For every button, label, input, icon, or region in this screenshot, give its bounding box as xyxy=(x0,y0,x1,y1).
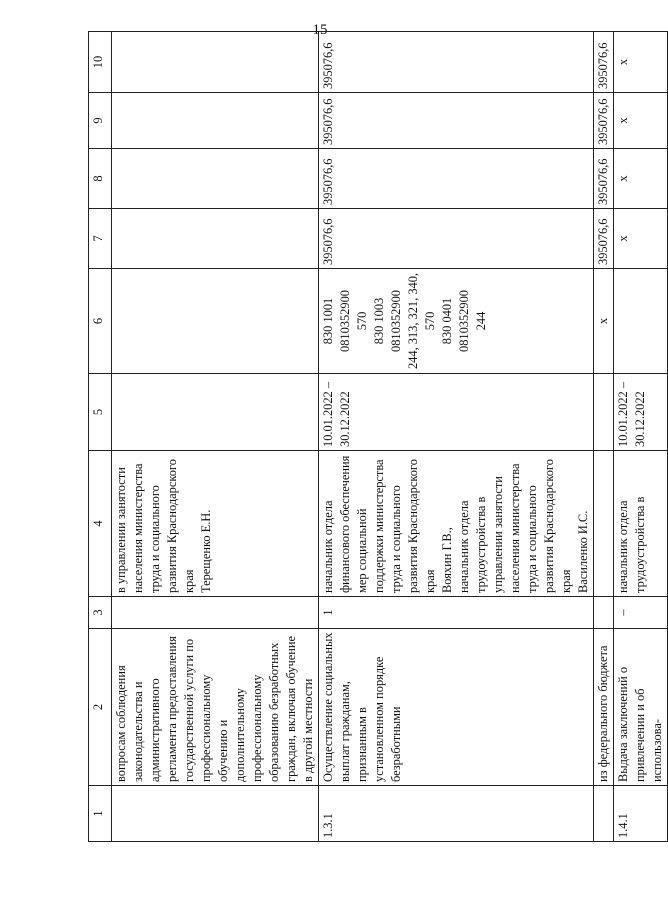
header-row xyxy=(89,32,112,842)
header-cell: 9 xyxy=(89,93,112,149)
table-row xyxy=(594,32,614,842)
cell-amount: x xyxy=(614,149,668,209)
budget-table xyxy=(88,31,668,842)
cell-activity: Выдача заключений о привлечении и об использова- xyxy=(614,629,668,786)
cell-col3: 1 xyxy=(319,597,594,629)
cell-responsible: начальник отдела трудоустройства в xyxy=(614,451,668,597)
cell-amount: 395076,6 xyxy=(319,93,594,149)
cell-amount: 395076,6 xyxy=(319,209,594,269)
header-cell: 5 xyxy=(89,374,112,451)
header-cell: 10 xyxy=(89,32,112,93)
cell-amount: 395076,6 xyxy=(594,149,614,209)
cell-activity: Осуществление социальных выплат гражданам, признанным в установленном порядке безработными xyxy=(319,629,594,786)
cell-period: 10.01.2022 – 30.12.2022 xyxy=(614,374,668,451)
cell-amount: 395076,6 xyxy=(594,32,614,93)
cell-period xyxy=(112,374,319,451)
cell-col3: – xyxy=(614,597,668,629)
page-number: 15 xyxy=(312,22,328,38)
cell-amount: x xyxy=(614,209,668,269)
cell-number xyxy=(594,786,614,842)
header-cell: 3 xyxy=(89,597,112,629)
header-cell: 2 xyxy=(89,629,112,786)
cell-amount xyxy=(112,93,319,149)
cell-responsible: в управлении занятости населения министерства труда и социального развития Краснодарского края Терещенко Е.Н. xyxy=(112,451,319,597)
cell-budget-code: x xyxy=(594,269,614,374)
cell-responsible: начальник отдела финансового обеспечения мер социальной поддержки министерства труда и социального развития Краснодарского края Вояхин Г.В., начальник отдела трудоустройства в управлении занятости населения министерства труда и социального развития Краснодарского края Василенко И.С. xyxy=(319,451,594,597)
cell-budget-code: 830 1001 0810352900 570 830 1003 0810352900 244, 313, 321, 340, 570 830 0401 0810352900 244 xyxy=(319,269,594,374)
cell-amount: 395076,6 xyxy=(594,93,614,149)
cell-amount xyxy=(112,32,319,93)
cell-number: 1.4.1 xyxy=(614,786,668,842)
cell-responsible xyxy=(594,451,614,597)
table-row xyxy=(614,32,668,842)
cell-period xyxy=(594,374,614,451)
cell-col3 xyxy=(112,597,319,629)
table-row xyxy=(112,32,319,842)
cell-amount: x xyxy=(614,32,668,93)
header-cell: 4 xyxy=(89,451,112,597)
header-cell: 8 xyxy=(89,149,112,209)
cell-activity: вопросам соблюдения законодательства и административного регламента предоставления государственной услуги по профессиональному обучению и дополнительному профессиональному образованию безработных граждан, включая обучение в другой местности xyxy=(112,629,319,786)
cell-amount: 395076,6 xyxy=(594,209,614,269)
cell-budget-code xyxy=(112,269,319,374)
cell-budget-code xyxy=(614,269,668,374)
cell-col3 xyxy=(594,597,614,629)
rotated-table-container xyxy=(88,32,664,842)
cell-amount: 395076,6 xyxy=(319,32,594,93)
cell-amount xyxy=(112,149,319,209)
cell-period: 10.01.2022 – 30.12.2022 xyxy=(319,374,594,451)
cell-number xyxy=(112,786,319,842)
header-cell: 1 xyxy=(89,786,112,842)
header-cell: 6 xyxy=(89,269,112,374)
cell-amount xyxy=(112,209,319,269)
cell-number: 1.3.1 xyxy=(319,786,594,842)
cell-amount: 395076,6 xyxy=(319,149,594,209)
header-cell: 7 xyxy=(89,209,112,269)
table-row xyxy=(319,32,594,842)
cell-amount: x xyxy=(614,93,668,149)
cell-activity: из федерального бюджета xyxy=(594,629,614,786)
